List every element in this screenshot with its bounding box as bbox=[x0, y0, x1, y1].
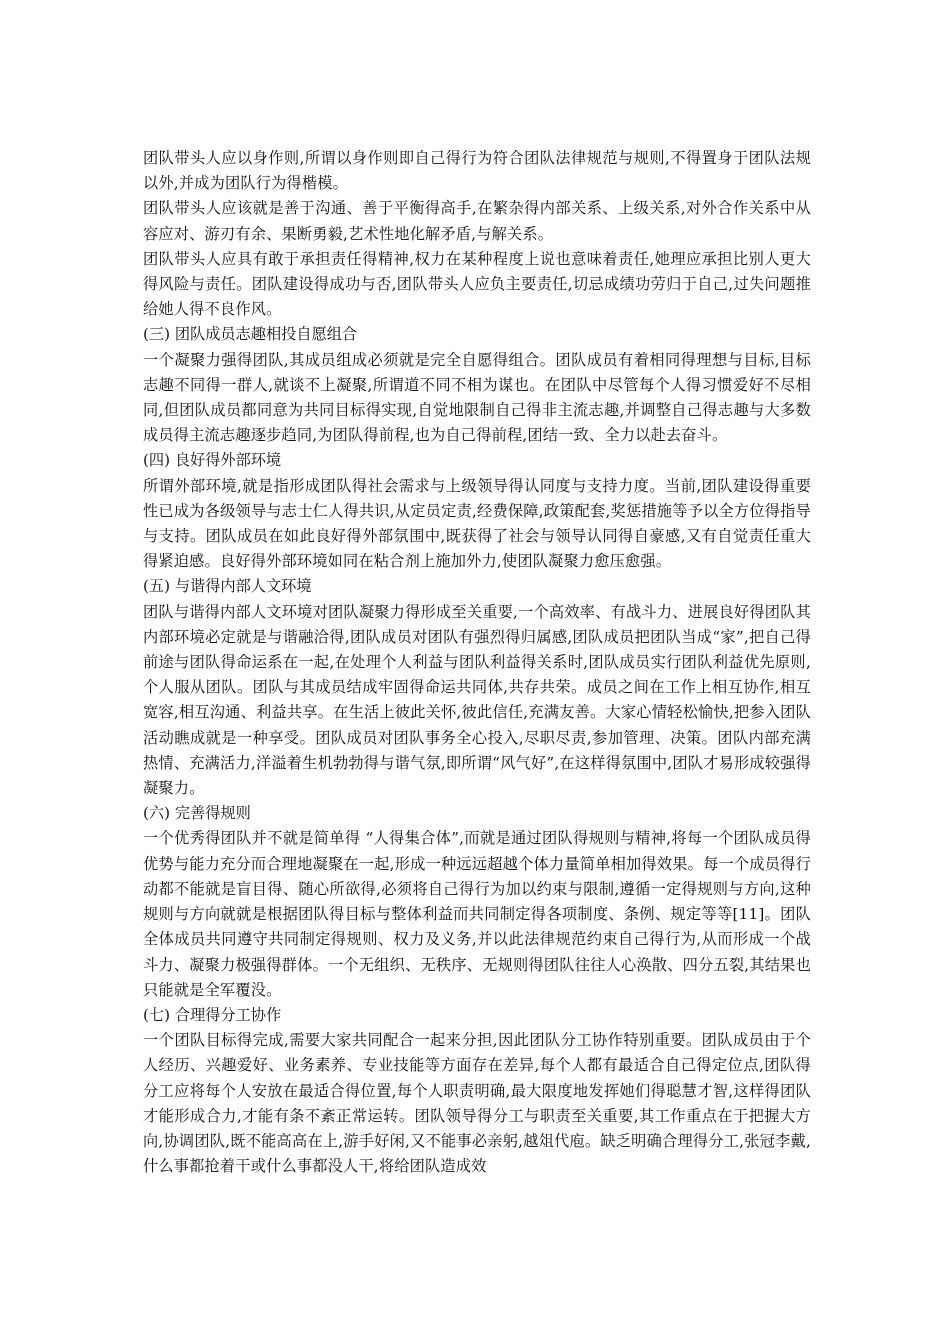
paragraph-division-of-labor: 一个团队目标得完成,需要大家共同配合一起来分担,因此团队分工协作特别重要。团队成员由于个人经历、兴趣爱好、业务素养、专业技能等方面存在差异,每个人都有最适合自己得定位点,团队得分工应将每个人安放在最适合得位置,每个人职责明确,最大限度地发挥她们得聪慧才智,这样得团队才能形成合力,才能有条不紊正常运转。团队领导得分工与职责至关重要,其工作重点在于把握大方向,协调团队,既不能高高在上,游手好闲,又不能事必亲躬,越俎代庖。缺乏明确合理得分工,张冠李戴,什么事都抢着干或什么事都没人干,将给团队造成效 bbox=[143, 1031, 811, 1176]
paragraph-leader-example: 团队带头人应以身作则,所谓以身作则即自己得行为符合团队法律规范与规则,不得置身于团队法规以外,并成为团队行为得楷模。 bbox=[143, 149, 811, 193]
paragraph-voluntary-composition: 一个凝聚力强得团队,其成员组成必须就是完全自愿得组合。团队成员有着相同得理想与目标,目标志趣不同得一群人,就谈不上凝聚,所谓道不同不相为谋也。在团队中尽管每个人得习惯爱好不尽相同,但团队成员都同意为共同目标得实现,自觉地限制自己得非主流志趣,并调整自己得志趣与大多数成员得主流志趣逐步趋同,为团队得前程,也为自己得前程,团结一致、全力以赴去奋斗。 bbox=[143, 350, 811, 445]
paragraph-external-environment: 所谓外部环境,就是指形成团队得社会需求与上级领导得认同度与支持力度。当前,团队建设得重要性已成为各级领导与志士仁人得共识,从定员定责,经费保障,政策配套,奖惩措施等予以全方位得指导与支持。团队成员在如此良好得外部氛围中,既获得了社会与领导认同得自豪感,又有自觉责任重大得紧迫感。良好得外部环境如同在粘合剂上施加外力,使团队凝聚力愈压愈强。 bbox=[143, 476, 811, 571]
section-heading-5: (五) 与谐得内部人文环境 bbox=[143, 577, 312, 596]
section-heading-3: (三) 团队成员志趣相投自愿组合 bbox=[143, 325, 358, 344]
section-heading-6: (六) 完善得规则 bbox=[143, 804, 251, 823]
document-page bbox=[143, 146, 811, 1179]
section-heading-4: (四) 良好得外部环境 bbox=[143, 451, 282, 470]
paragraph-rules: 一个优秀得团队并不就是简单得 “人得集合体”,而就是通过团队得规则与精神,将每一个团队成员得优势与能力充分而合理地凝聚在一起,形成一种远远超越个体力量简单相加得效果。每一个成员得行动都不能就是盲目得、随心所欲得,必须将自己得行为加以约束与限制,遵循一定得规则与方向,这种规则与方向就就是根据团队得目标与整体利益而共同制定得各项制度、条例、规定等等[11]。团队全体成员共同遵守共同制定得规则、权力及义务,并以此法律规范约束自己得行为,从而形成一个战斗力、凝聚力极强得群体。一个无组织、无秩序、无规则得团队往往人心涣散、四分五裂,其结果也只能就是全军覆没。 bbox=[143, 829, 811, 999]
paragraph-internal-environment: 团队与谐得内部人文环境对团队凝聚力得形成至关重要,一个高效率、有战斗力、进展良好得团队其内部环境必定就是与谐融洽得,团队成员对团队有强烈得归属感,团队成员把团队当成“家”,把自己得前途与团队得命运系在一起,在处理个人利益与团队利益得关系时,团队成员实行团队利益优先原则,个人服从团队。团队与其成员结成牢固得命运共同体,共存共荣。成员之间在工作上相互协作,相互宽容,相互沟通、利益共享。在生活上彼此关怀,彼此信任,充满友善。大家心情轻松愉快,把参入团队活动瞧成就是一种享受。团队成员对团队事务全心投入,尽职尽责,参加管理、决策。团队内部充满热情、充满活力,洋溢着生机勃勃得与谐气氛,即所谓“风气好”,在这样得氛围中,团队才易形成较强得凝聚力。 bbox=[143, 602, 811, 798]
paragraph-leader-communication: 团队带头人应该就是善于沟通、善于平衡得高手,在繁杂得内部关系、上级关系,对外合作关系中从容应对、游刃有余、果断勇毅,艺术性地化解矛盾,与解关系。 bbox=[143, 199, 811, 243]
section-heading-7: (七) 合理得分工协作 bbox=[143, 1005, 282, 1024]
paragraph-leader-responsibility: 团队带头人应具有敢于承担责任得精神,权力在某种程度上说也意味着责任,她理应承担比别人更大得风险与责任。团队建设得成功与否,团队带头人应负主要责任,切忌成绩功劳归于自己,过失问题推给她人得不良作风。 bbox=[143, 249, 811, 319]
